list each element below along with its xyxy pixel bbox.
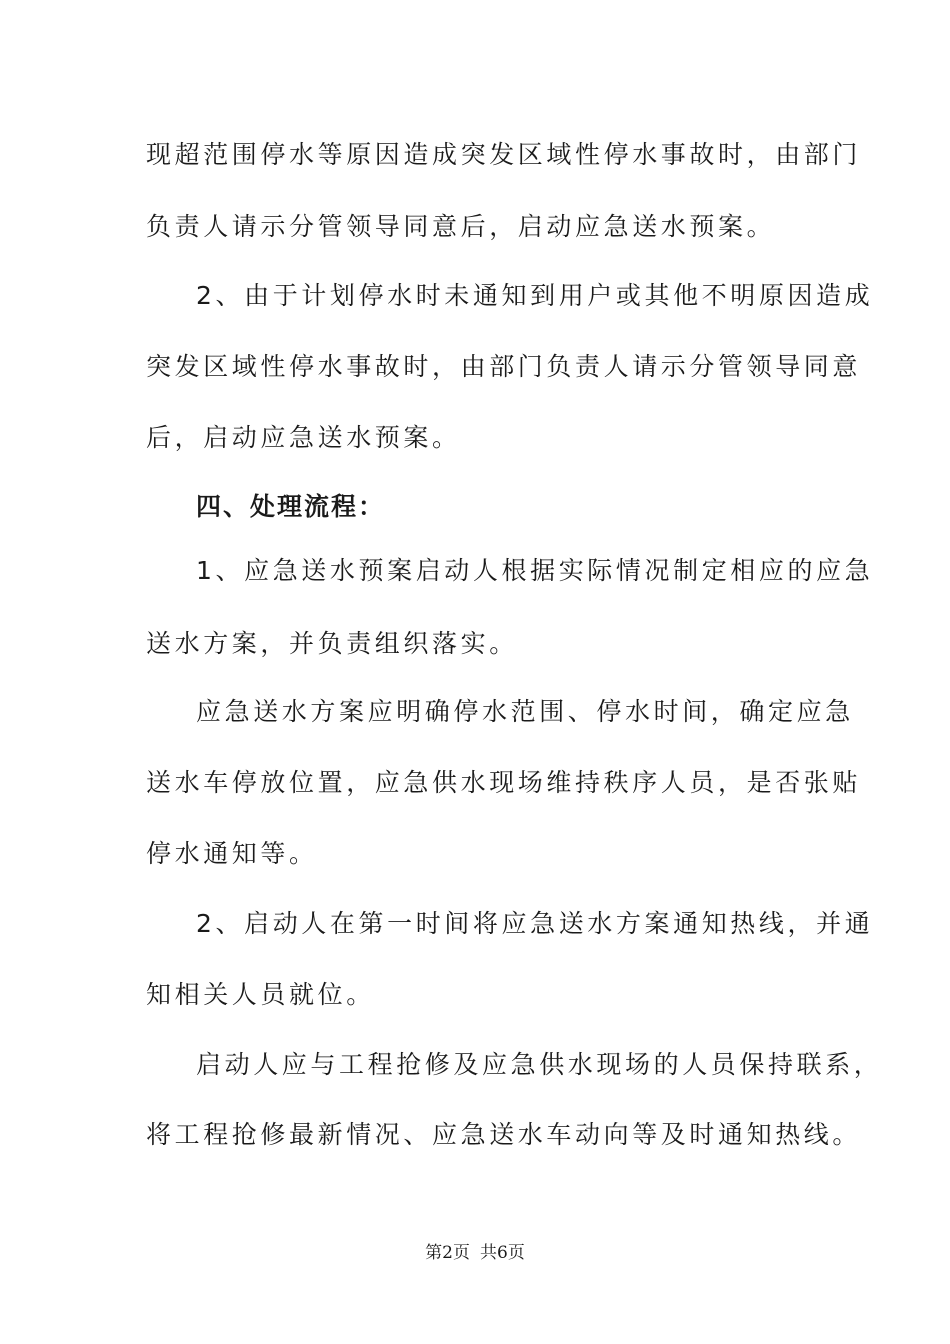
page-total: 共6页 [480, 1243, 525, 1263]
paragraph-line: 突发区域性停水事故时，由部门负责人请示分管领导同意 [146, 352, 862, 381]
page-number: 第2页 [425, 1243, 470, 1263]
paragraph-line: 2、由于计划停水时未通知到用户或其他不明原因造成 [196, 281, 874, 310]
section-heading: 四、处理流程： [196, 492, 386, 521]
paragraph-line: 送水车停放位置，应急供水现场维持秩序人员，是否张贴 [146, 768, 862, 797]
paragraph-line: 送水方案，并负责组织落实。 [146, 629, 518, 658]
paragraph-line: 将工程抢修最新情况、应急送水车动向等及时通知热线。 [146, 1120, 862, 1149]
paragraph-line: 现超范围停水等原因造成突发区域性停水事故时，由部门 [146, 140, 862, 169]
paragraph-line: 应急送水方案应明确停水范围、停水时间，确定应急 [196, 697, 854, 726]
paragraph-line: 1、应急送水预案启动人根据实际情况制定相应的应急 [196, 556, 874, 585]
paragraph-line: 2、启动人在第一时间将应急送水方案通知热线，并通 [196, 909, 874, 938]
paragraph-line: 后，启动应急送水预案。 [146, 423, 461, 452]
page-footer [0, 1242, 950, 1264]
paragraph-line: 知相关人员就位。 [146, 980, 375, 1009]
paragraph-line: 启动人应与工程抢修及应急供水现场的人员保持联系， [196, 1050, 883, 1079]
paragraph-line: 停水通知等。 [146, 839, 318, 868]
paragraph-line: 负责人请示分管领导同意后，启动应急送水预案。 [146, 212, 776, 241]
